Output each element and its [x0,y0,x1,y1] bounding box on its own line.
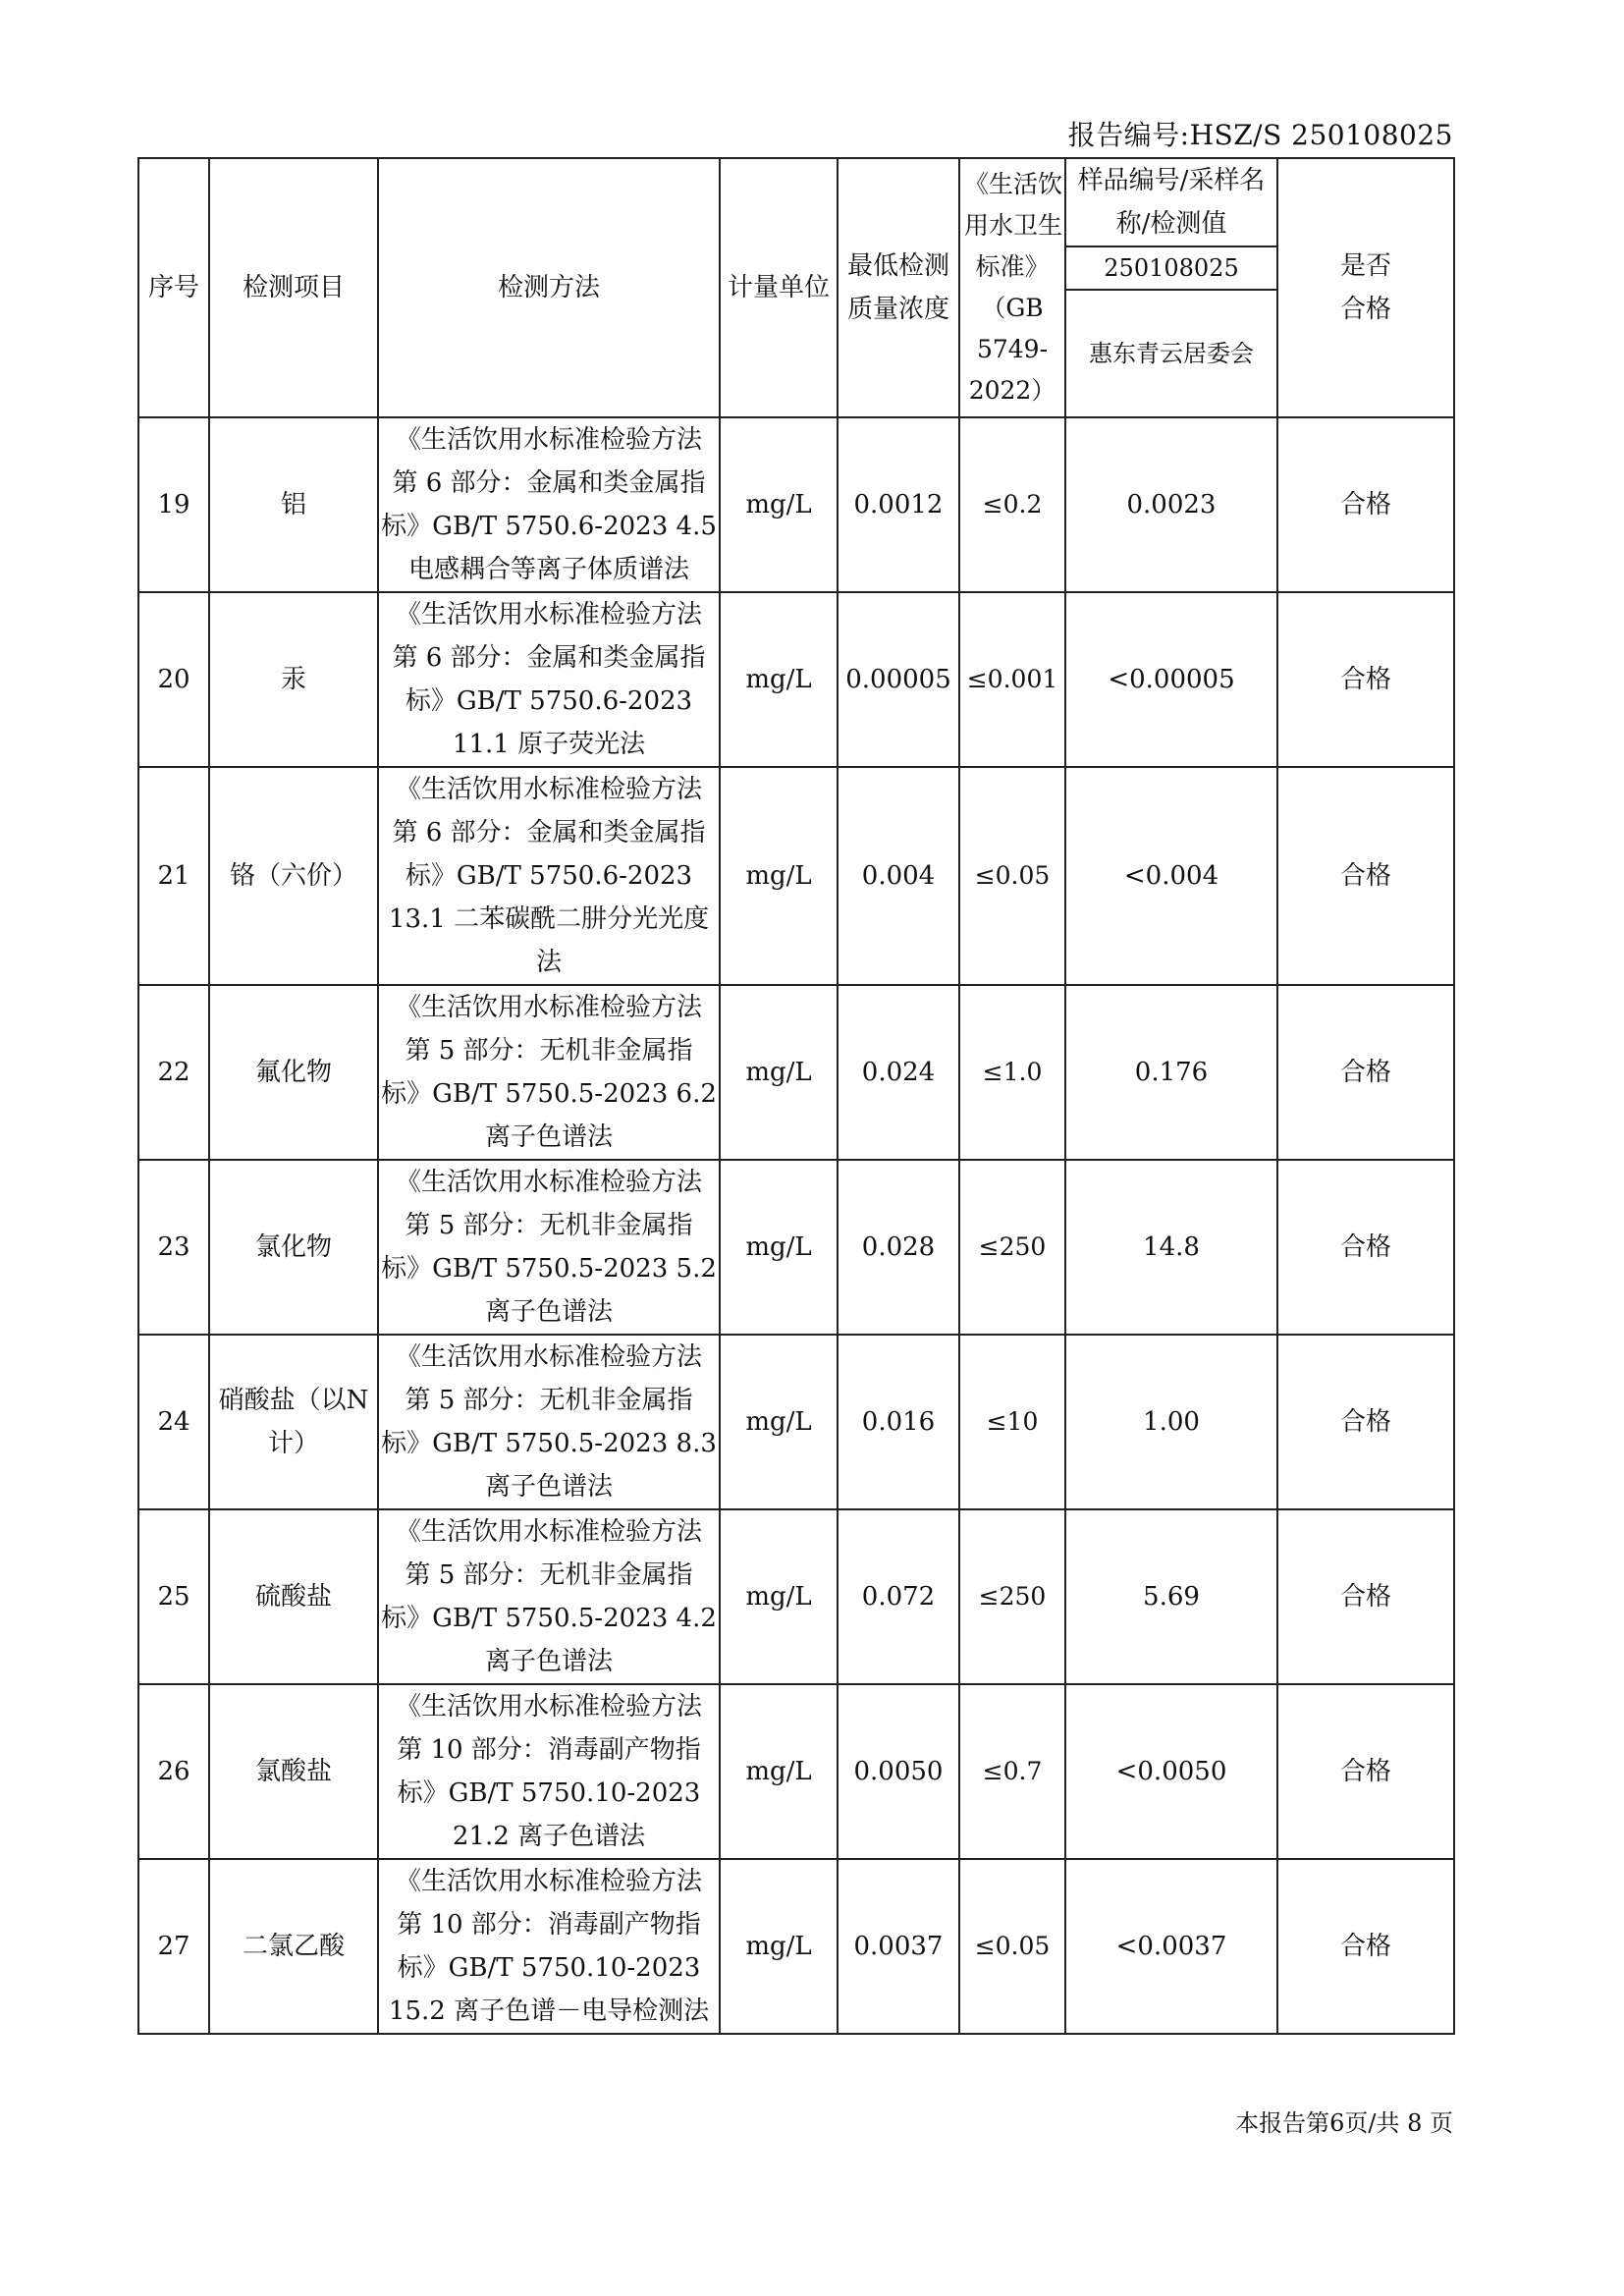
row-item: 硫酸盐 [209,1509,378,1684]
row-method-line: 标》GB/T 5750.6-2023 [405,861,693,891]
row-method [378,985,720,1160]
row-unit: mg/L [720,417,838,592]
row-seq: 25 [138,1509,209,1684]
header-standard-line5: 5749- [976,335,1049,363]
row-unit: mg/L [720,1684,838,1859]
row-method-line: 标》GB/T 5750.5-2023 6.2 [381,1079,717,1109]
row-item: 氯酸盐 [209,1684,378,1859]
row-method-line: 《生活饮用水标准检验方法 [395,993,702,1022]
row-pass: 合格 [1277,1160,1454,1335]
row-method-line: 标》GB/T 5750.10-2023 [397,1953,701,1983]
row-method-line: 离子色谱法 [484,1297,613,1327]
header-min-conc [838,158,959,417]
row-method-line: 离子色谱法 [484,1472,613,1502]
row-min-conc: 0.0037 [838,1859,959,2034]
row-limit: ≤250 [959,1160,1065,1335]
row-method-line: 第 10 部分：消毒副产物指 [397,1735,701,1765]
row-min-conc: 0.0050 [838,1684,959,1859]
header-unit: 计量单位 [720,158,838,417]
row-method-line: 离子色谱法 [484,1647,613,1676]
row-method-line: 标》GB/T 5750.5-2023 8.3 [381,1429,717,1458]
row-method-line: 第 5 部分：无机非金属指 [405,1386,693,1415]
row-seq: 19 [138,417,209,592]
row-limit: ≤0.001 [959,592,1065,767]
row-pass: 合格 [1277,1859,1454,2034]
row-method-line: 标》GB/T 5750.6-2023 4.5 [381,512,717,541]
row-seq: 24 [138,1335,209,1509]
row-value: 5.69 [1065,1509,1277,1684]
table-row [138,1335,1454,1509]
row-value: 14.8 [1065,1160,1277,1335]
row-unit: mg/L [720,767,838,985]
row-unit: mg/L [720,1859,838,2034]
row-item: 氟化物 [209,985,378,1160]
row-method [378,1859,720,2034]
row-pass: 合格 [1277,417,1454,592]
row-limit: ≤0.2 [959,417,1065,592]
row-method [378,767,720,985]
header-standard [959,158,1065,417]
row-seq: 26 [138,1684,209,1859]
header-sample [1065,158,1277,246]
row-method-line: 《生活饮用水标准检验方法 [395,1342,702,1372]
row-value: <0.0037 [1065,1859,1277,2034]
table-row [138,1684,1454,1859]
row-seq: 21 [138,767,209,985]
row-value: <0.0050 [1065,1684,1277,1859]
row-pass: 合格 [1277,767,1454,985]
table-row [138,1509,1454,1684]
header-pass-line1: 是否 [1339,251,1391,281]
row-unit: mg/L [720,1335,838,1509]
row-method-line: 第 5 部分：无机非金属指 [405,1211,693,1240]
table-row [138,1160,1454,1335]
row-value: 0.176 [1065,985,1277,1160]
row-value: <0.00005 [1065,592,1277,767]
row-method-line: 第 10 部分：消毒副产物指 [397,1910,701,1940]
row-method-line: 《生活饮用水标准检验方法 [395,425,702,455]
row-method-line: 标》GB/T 5750.10-2023 [397,1778,701,1808]
header-sample-name: 惠东青云居委会 [1065,290,1277,417]
row-value: 1.00 [1065,1335,1277,1509]
row-min-conc: 0.024 [838,985,959,1160]
row-method-line: 《生活饮用水标准检验方法 [395,1692,702,1722]
header-pass [1277,158,1454,417]
row-method-line: 21.2 离子色谱法 [452,1822,646,1851]
header-min-conc-line2: 质量浓度 [846,295,949,324]
row-limit: ≤0.05 [959,1859,1065,2034]
row-item: 硝酸盐（以N计） [209,1335,378,1509]
row-method-line: 《生活饮用水标准检验方法 [395,775,702,804]
row-item: 汞 [209,592,378,767]
row-item: 铬（六价） [209,767,378,985]
row-pass: 合格 [1277,592,1454,767]
row-item: 铝 [209,417,378,592]
row-method [378,1509,720,1684]
row-method [378,1335,720,1509]
header-seq: 序号 [138,158,209,417]
row-method-line: 《生活饮用水标准检验方法 [395,1517,702,1547]
row-pass: 合格 [1277,1335,1454,1509]
row-method-line: 法 [535,948,562,977]
header-sample-id: 250108025 [1065,246,1277,290]
row-method-line: 11.1 原子荧光法 [452,730,646,759]
row-method-line: 《生活饮用水标准检验方法 [395,1867,702,1896]
row-pass: 合格 [1277,1684,1454,1859]
results-body [138,417,1454,2034]
row-min-conc: 0.004 [838,767,959,985]
table-row [138,985,1454,1160]
row-method-line: 第 6 部分：金属和类金属指 [392,468,706,498]
row-method-line: 《生活饮用水标准检验方法 [395,600,702,629]
row-method [378,1160,720,1335]
table-row [138,417,1454,592]
results-table [137,157,1455,2035]
header-standard-line2: 用水卫生 [964,211,1063,240]
row-limit: ≤1.0 [959,985,1065,1160]
row-item: 二氯乙酸 [209,1859,378,2034]
row-min-conc: 0.072 [838,1509,959,1684]
row-seq: 22 [138,985,209,1160]
header-standard-line4: （GB [981,294,1044,322]
row-pass: 合格 [1277,1509,1454,1684]
row-min-conc: 0.0012 [838,417,959,592]
row-seq: 27 [138,1859,209,2034]
row-method-line: 标》GB/T 5750.5-2023 4.2 [381,1604,717,1633]
page-number: 本报告第6页/共 8 页 [1235,2109,1453,2137]
row-limit: ≤250 [959,1509,1065,1684]
row-method [378,592,720,767]
table-row [138,1859,1454,2034]
row-method-line: 标》GB/T 5750.6-2023 [405,686,693,716]
header-standard-line1: 《生活饮 [964,170,1063,198]
row-pass: 合格 [1277,985,1454,1160]
header-row [138,158,1454,246]
row-method-line: 《生活饮用水标准检验方法 [395,1168,702,1197]
table-row [138,767,1454,985]
row-method-line: 第 6 部分：金属和类金属指 [392,643,706,673]
header-item: 检测项目 [209,158,378,417]
row-value: <0.004 [1065,767,1277,985]
row-method-line: 标》GB/T 5750.5-2023 5.2 [381,1254,717,1284]
row-method [378,1684,720,1859]
header-sample-line1: 样品编号/采样名 [1077,166,1266,195]
row-min-conc: 0.028 [838,1160,959,1335]
row-method-line: 第 5 部分：无机非金属指 [405,1036,693,1066]
header-standard-line6: 2022） [968,376,1056,405]
row-method-line: 离子色谱法 [484,1122,613,1152]
report-number: 报告编号:HSZ/S 250108025 [1067,119,1453,151]
row-unit: mg/L [720,1509,838,1684]
row-item: 氯化物 [209,1160,378,1335]
row-method-line: 13.1 二苯碳酰二肼分光光度 [388,904,710,934]
row-unit: mg/L [720,1160,838,1335]
row-seq: 23 [138,1160,209,1335]
row-limit: ≤0.7 [959,1684,1065,1859]
row-limit: ≤10 [959,1335,1065,1509]
header-min-conc-line1: 最低检测 [846,251,949,281]
header-sample-line2: 称/检测值 [1115,209,1227,239]
row-limit: ≤0.05 [959,767,1065,985]
row-method-line: 第 5 部分：无机非金属指 [405,1560,693,1590]
row-value: 0.0023 [1065,417,1277,592]
header-pass-line2: 合格 [1339,295,1391,324]
row-method-line: 15.2 离子色谱－电导检测法 [388,1996,710,2026]
row-seq: 20 [138,592,209,767]
table-row [138,592,1454,767]
row-method-line: 第 6 部分：金属和类金属指 [392,818,706,847]
row-min-conc: 0.00005 [838,592,959,767]
header-method: 检测方法 [378,158,720,417]
row-unit: mg/L [720,592,838,767]
header-standard-line3: 标准》 [975,252,1050,281]
row-method-line: 电感耦合等离子体质谱法 [407,555,689,584]
row-unit: mg/L [720,985,838,1160]
row-method [378,417,720,592]
row-min-conc: 0.016 [838,1335,959,1509]
